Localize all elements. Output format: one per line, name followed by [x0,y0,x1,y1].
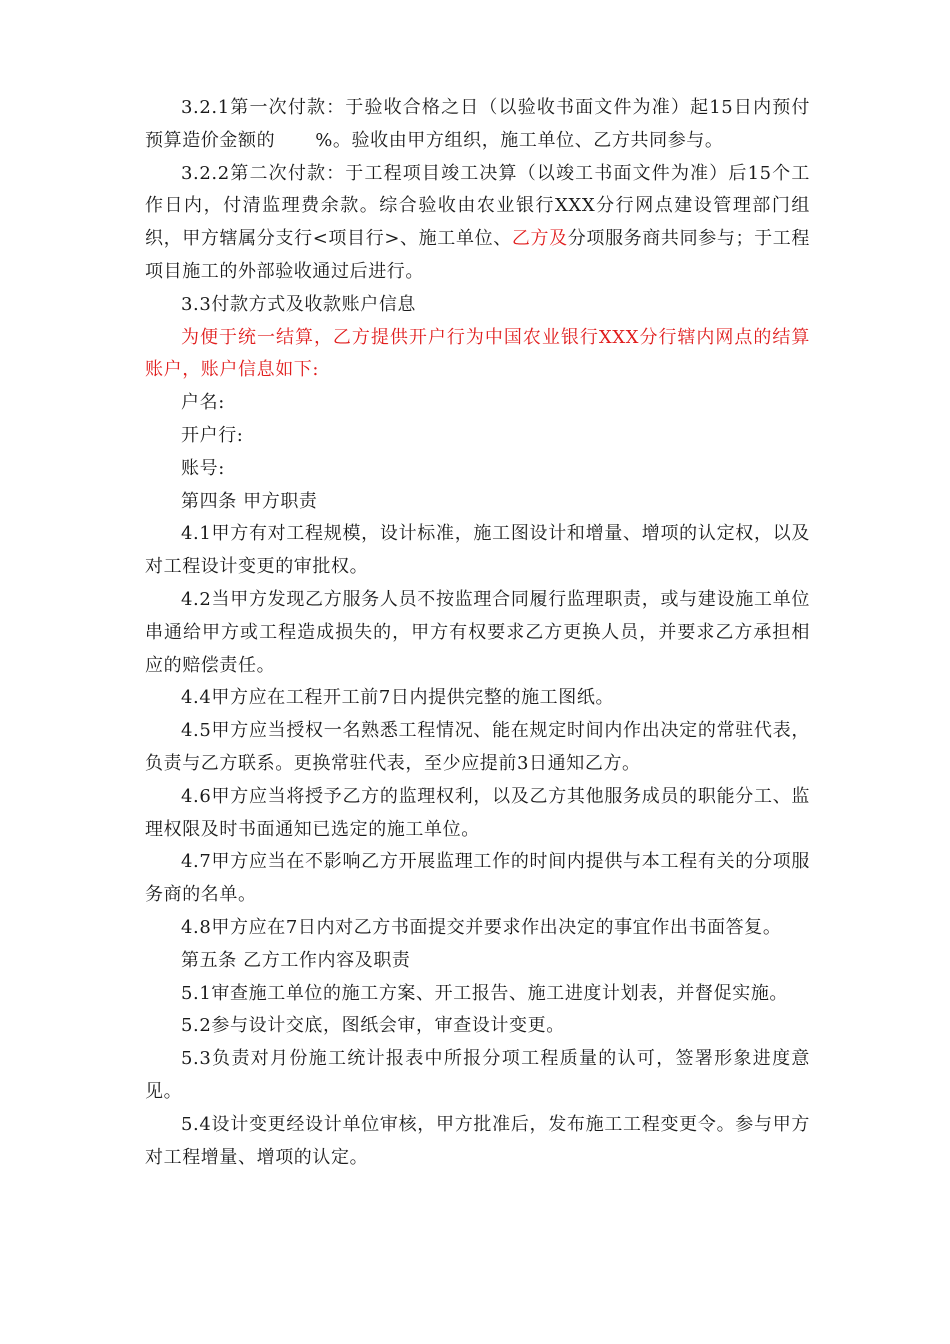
article-5-heading: 第五条 乙方工作内容及职责 [181,949,411,971]
clause-4-7: 4.7甲方应当在不影响乙方开展监理工作的时间内提供与本工程有关的分项服务商的名单。 [145,851,810,906]
account-name-label: 户名: [181,392,225,414]
clause-5-4: 5.4设计变更经设计单位审核，甲方批准后，发布施工工程变更令。参与甲方对工程增量、增项的认定。 [145,1113,810,1168]
bank-label: 开户行: [181,424,244,446]
clause-5-1: 5.1审查施工单位的施工方案、开工报告、施工进度计划表，并督促实施。 [181,982,789,1004]
document-page [145,92,810,1174]
clause-3-3-heading: 3.3付款方式及收款账户信息 [181,293,417,315]
clause-4-5: 4.5甲方应当授权一名熟悉工程情况、能在规定时间内作出决定的常驻代表，负责与乙方联系。更换常驻代表，至少应提前3日通知乙方。 [145,720,810,774]
clause-3-2-1 [145,92,810,158]
clause-3-2-2-text-b: 分项服务商共同参与；于工程项目施工的外部验收通过后进行。 [145,228,810,282]
settlement-account-note: 为便于统一结算，乙方提供开户行为中国农业银行XXX分行辖内网点的结算账户，账户信息如下: [145,326,810,381]
clause-3-2-2 [145,158,810,289]
clause-3-2-1-text-b: %。验收由甲方组织，施工单位、乙方共同参与。 [315,129,724,151]
article-4-heading: 第四条 甲方职责 [181,490,318,512]
clause-4-8: 4.8甲方应在7日内对乙方书面提交并要求作出决定的事宜作出书面答复。 [181,916,782,938]
clause-4-2: 4.2当甲方发现乙方服务人员不按监理合同履行监理职责，或与建设施工单位串通给甲方或工程造成损失的，甲方有权要求乙方更换人员，并要求乙方承担相应的赔偿责任。 [145,588,810,676]
account-number-label: 账号: [181,457,225,479]
clause-4-1: 4.1甲方有对工程规模，设计标准，施工图设计和增量、增项的认定权，以及对工程设计变更的审批权。 [145,523,810,578]
clause-4-6: 4.6甲方应当将授予乙方的监理权利，以及乙方其他服务成员的职能分工、监理权限及时书面通知已选定的施工单位。 [145,785,810,840]
clause-4-4: 4.4甲方应在工程开工前7日内提供完整的施工图纸。 [181,687,615,709]
clause-5-2: 5.2参与设计交底，图纸会审，审查设计变更。 [181,1015,565,1037]
clause-3-2-1-text-a: 3.2.1第一次付款：于验收合格之日（以验收书面文件为准）起15日内预付预算造价金额的 [145,97,810,151]
clause-3-2-2-highlight: 乙方及 [511,228,568,250]
clause-5-3: 5.3负责对月份施工统计报表中所报分项工程质量的认可，签署形象进度意见。 [145,1048,810,1102]
clause-3-2-2-text-a: 3.2.2第二次付款：于工程项目竣工决算（以竣工书面文件为准）后15个工作日内，付清监理费余款。综合验收由农业银行XXX分行网点建设管理部门组织，甲方辖属分支行<项目行>、施工单位、 [145,162,810,250]
